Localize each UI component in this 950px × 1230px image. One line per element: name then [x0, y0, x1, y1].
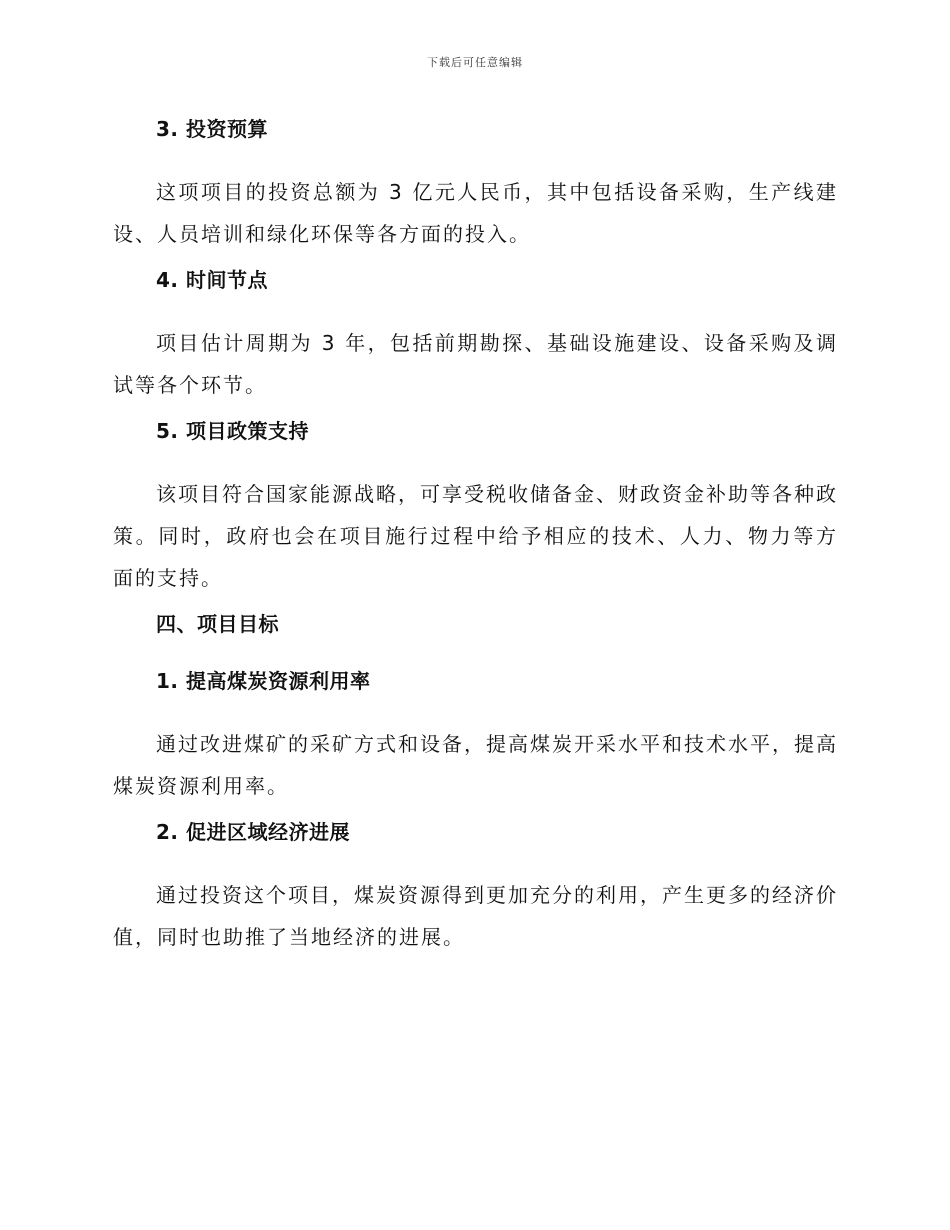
heading-project-goals: 四、项目目标	[156, 612, 279, 636]
heading-regional-development: 2. 促进区域经济进展	[156, 820, 350, 844]
document-body	[113, 114, 838, 968]
heading-investment-budget: 3. 投资预算	[156, 117, 268, 141]
paragraph-resource-utilization: 通过改进煤矿的采矿方式和设备，提高煤炭开采水平和技术水平，提高煤炭资源利用率。	[113, 732, 838, 798]
paragraph-investment-budget: 这项项目的投资总额为 3 亿元人民币，其中包括设备采购，生产线建设、人员培训和绿化环保等各方面的投入。	[113, 180, 838, 246]
paragraph-regional-development: 通过投资这个项目，煤炭资源得到更加充分的利用，产生更多的经济价值，同时也助推了当地经济的进展。	[113, 883, 838, 949]
page-header: 下载后可任意编辑	[427, 56, 523, 69]
heading-policy-support: 5. 项目政策支持	[156, 419, 309, 443]
paragraph-policy-support: 该项目符合国家能源战略，可享受税收储备金、财政资金补助等各种政策。同时，政府也会在项目施行过程中给予相应的技术、人力、物力等方面的支持。	[113, 482, 838, 590]
paragraph-timeline: 项目估计周期为 3 年，包括前期勘探、基础设施建设、设备采购及调试等各个环节。	[113, 331, 838, 397]
heading-resource-utilization: 1. 提高煤炭资源利用率	[156, 669, 371, 693]
heading-timeline: 4. 时间节点	[156, 268, 268, 292]
